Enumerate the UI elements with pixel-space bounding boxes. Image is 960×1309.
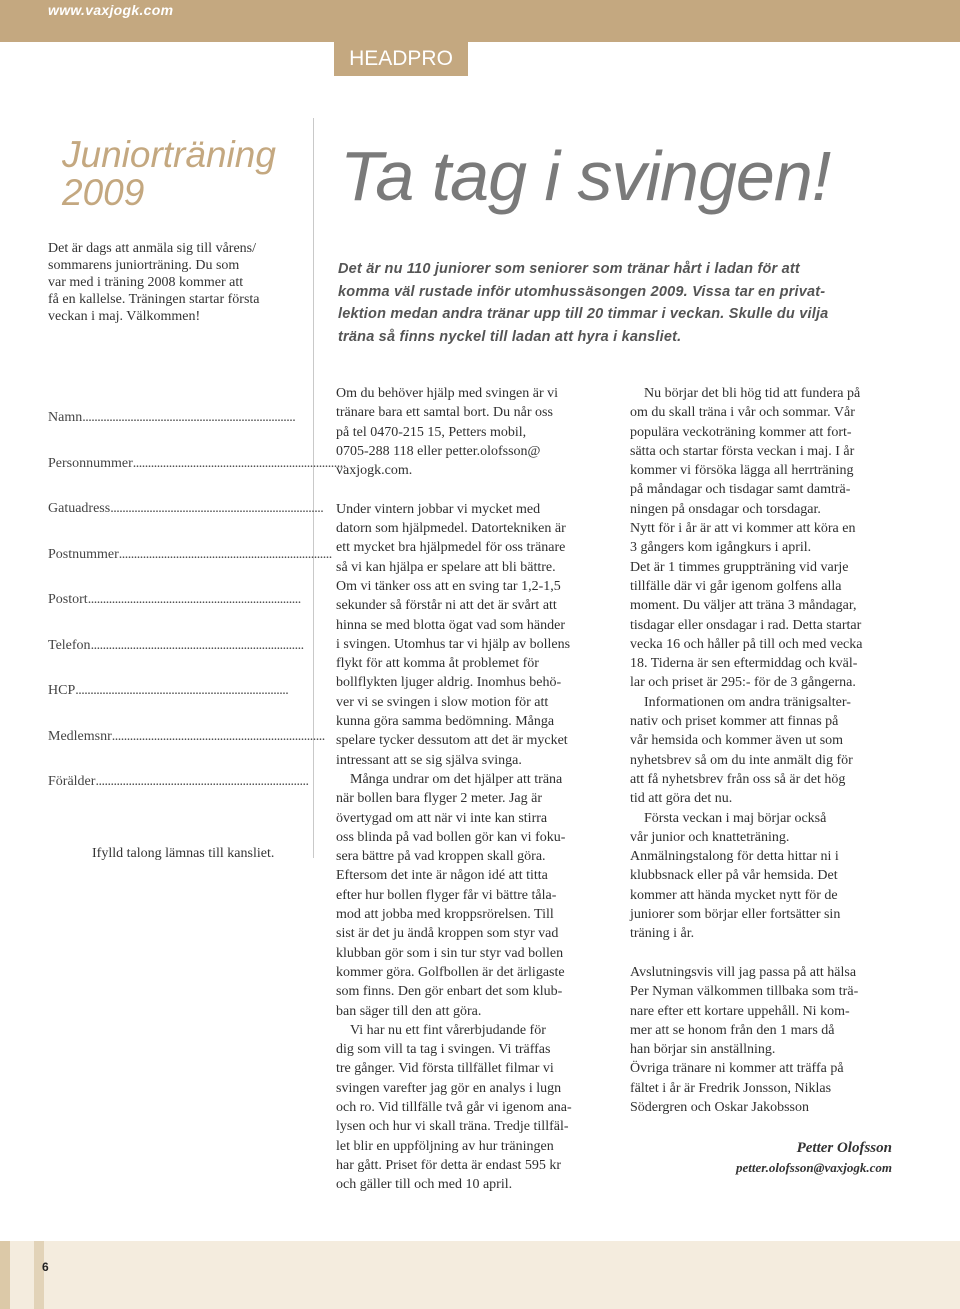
form-field-label: Medlemsnr: [48, 728, 112, 744]
text-line: har gått. Priset för detta är endast 595 kr: [336, 1157, 562, 1173]
text-line: moment. Du väljer att träna 3 måndagar,: [630, 598, 857, 614]
footer-stripe: [34, 1241, 44, 1309]
text-line: Nytt för i år är att vi kommer att köra en: [630, 521, 856, 537]
text-line: flykt för att komma åt problemet för: [336, 656, 539, 672]
text-line: Per Nyman välkommen tillbaka som trä-: [630, 984, 859, 1000]
text-line: Södergren och Oskar Jakobsson: [630, 1099, 809, 1115]
text-line: mer att se honom från den 1 mars då: [630, 1022, 835, 1038]
text-line: populära veckoträning kommer att fort-: [630, 424, 852, 440]
text-line: vår hemsida och kommer även ut som: [630, 733, 844, 749]
footer-stripe: [0, 1241, 10, 1309]
text-line: Eftersom det inte är någon idé att titta: [336, 868, 548, 884]
form-field-gatuadress[interactable]: Gatuadress.......................................................................: [48, 501, 324, 516]
text-line: när bollen bara flyger 2 meter. Jag är: [336, 791, 543, 807]
text-line: nyhetsbrev så om du inte anmält dig för: [630, 752, 853, 768]
text-line: tränare bara ett samtal bort. Du når oss: [336, 405, 553, 421]
text-line: spelare tycker dessutom att det är mycket: [336, 733, 568, 749]
text-line: Om vi tänker oss att en sving tar 1,2-1,5: [336, 578, 561, 594]
text-line: tid att göra det nu.: [630, 791, 733, 807]
text-line: Vi har nu ett fint vårerbjudande för: [350, 1022, 546, 1038]
text-line: klubbsnack eller på vår hemsida. Det: [630, 868, 838, 884]
text-line: i svingen. Utomhus tar vi hjälp av bollens: [336, 636, 571, 652]
sidebar-title-year: 2009: [62, 172, 145, 213]
text-line: lar och priset är 295:- för de 3 gångerna.: [630, 675, 856, 691]
text-line: Första veckan i maj börjar också: [644, 810, 827, 826]
form-field-label: Telefon: [48, 637, 91, 653]
text-line: oss blinda på vad bollen gör kan vi foku-: [336, 829, 566, 845]
text-line: kommer vi försöka lägga all herrträning: [630, 463, 854, 479]
text-line: kunna göra samma bedömning. Många: [336, 714, 555, 730]
text-line: nativ och priset kommer att finnas på: [630, 714, 839, 730]
text-line: att få nyhetsbrev från oss så är det hög: [630, 771, 846, 787]
text-line: mod att jobba med kroppsrörelsen. Till: [336, 907, 554, 923]
text-line: Avslutningsvis vill jag passa på att hälsa: [630, 964, 857, 980]
text-line: ett mycket bra hjälpmedel för oss tränare: [336, 540, 566, 556]
text-line: intressant att se sig själva svinga.: [336, 752, 522, 768]
text-line: datorn som hjälpmedel. Datortekniken är: [336, 521, 566, 537]
text-line: och gäller till och med 10 april.: [336, 1177, 513, 1193]
text-line: hinna se med blotta ögat vad som händer: [336, 617, 565, 633]
form-field-postort[interactable]: Postort.......................................................................: [48, 592, 301, 607]
text-line: sist är det ju ändå kroppen som styr vad: [336, 926, 559, 942]
text-line: Om du behöver hjälp med svingen är vi: [336, 386, 559, 401]
form-field-label: Personnummer: [48, 455, 133, 471]
text-line: 18. Tiderna är sen eftermiddag och kväl-: [630, 656, 858, 672]
text-line: träning i år.: [630, 926, 695, 942]
text-line: Anmälningstalong för detta hittar ni i: [630, 849, 839, 865]
site-url: www.vaxjogk.com: [48, 2, 174, 18]
text-line: på måndagar och tisdagar samt damträ-: [630, 482, 851, 498]
text-line: Övriga tränare ni kommer att träffa på: [630, 1061, 844, 1077]
article-title: Ta tag i svingen!: [340, 137, 831, 215]
text-line: fältet i år är Fredrik Jonsson, Niklas: [630, 1080, 832, 1096]
text-line: som finns. Den gör enbart det som klub-: [336, 984, 563, 1000]
text-line: vår junior och knatteträning.: [630, 829, 790, 845]
text-line: efter hur bollen flyger får vi bättre tåla-: [336, 887, 557, 903]
paragraph-spacer: [336, 480, 601, 499]
text-line: juniorer som börjar eller fortsätter sin: [630, 907, 841, 923]
article-column-3: [630, 384, 900, 1117]
text-line: 0705-288 118 eller petter.olofsson@: [336, 443, 541, 459]
lead-line: träna så finns nyckel till ladan att hyra i kansliet.: [338, 328, 682, 345]
text-line: bollflykten ljuger aldrig. Inomhus behö-: [336, 675, 562, 691]
form-field-postnummer[interactable]: Postnummer.......................................................................: [48, 546, 332, 562]
signature-email: petter.olofsson@vaxjogk.com: [736, 1160, 892, 1175]
text-line: Under vintern jobbar vi mycket med: [336, 501, 541, 517]
text-line: sätta och startar första veckan i maj. I år: [630, 443, 855, 459]
form-field-medlemsnr[interactable]: Medlemsnr.......................................................................: [48, 728, 325, 744]
signature-name: Petter Olofsson: [796, 1140, 892, 1156]
lead-line: lektion medan andra tränar upp till 20 timmar i veckan. Skulle du vilja: [338, 306, 829, 322]
intro-line: Det är dags att anmäla sig till vårens/: [48, 241, 256, 256]
text-line: om du skall träna i vår och sommar. Vår: [630, 405, 855, 421]
lead-line: komma väl rustade inför utomhussäsongen 2009. Vissa tar en privat-: [338, 283, 826, 300]
text-line: tillfälle där vi går igenom golfens alla: [630, 578, 842, 594]
text-line: och ro. Vid tillfälle två går vi igenom ana-: [336, 1099, 572, 1115]
text-line: ban säger till den att göra.: [336, 1003, 482, 1019]
text-line: kommer att hända mycket nytt för de: [630, 887, 838, 903]
sidebar-title: [62, 136, 302, 212]
form-field-label: Gatuadress: [48, 501, 111, 516]
text-line: ningen på onsdagar och torsdagar.: [630, 501, 821, 517]
text-line: tre gånger. Vid första tillfället filmar vi: [336, 1061, 554, 1077]
form-field-personnummer[interactable]: Personnummer.......................................................................: [48, 455, 346, 471]
page-number: 6: [42, 1260, 49, 1274]
form-field-label: Postnummer: [48, 546, 119, 562]
text-line: Det är 1 timmes gruppträning vid varje: [630, 559, 849, 575]
sidebar-title-line: Juniorträning: [62, 134, 276, 175]
text-line: övertygad om att när vi inte kan stirra: [336, 810, 548, 826]
header-bar: [0, 0, 960, 42]
text-line: dig som vill ta tag i svingen. Vi träffas: [336, 1042, 551, 1058]
text-line: kommer göra. Golfbollen är det ärligaste: [336, 964, 565, 980]
text-line: sera bättre på vad kroppen skall göra.: [336, 849, 546, 865]
intro-line: veckan i maj. Välkommen!: [48, 309, 201, 324]
registration-form: [48, 408, 346, 818]
text-line: han börjar sin anställning.: [630, 1042, 776, 1058]
text-line: på tel 0470-215 15, Petters mobil,: [336, 424, 527, 440]
text-line: Nu börjar det bli hög tid att fundera på: [644, 386, 861, 401]
form-note: Ifylld talong lämnas till kansliet.: [92, 846, 275, 861]
text-line: vecka 16 och håller på till och med vecka: [630, 636, 863, 652]
intro-line: sommarens juniorträning. Du som: [48, 258, 240, 273]
footer-band: [0, 1241, 960, 1309]
form-field-hcp[interactable]: HCP.......................................................................: [48, 683, 289, 698]
form-field-namn[interactable]: Namn.......................................................................: [48, 410, 296, 425]
form-field-label: Postort: [48, 592, 88, 607]
section-tag: HEADPRO: [334, 42, 468, 76]
text-line: så vi kan hjälpa er spelare att bli bättre.: [336, 559, 556, 575]
text-line: 3 gångers kom igångkurs i april.: [630, 540, 812, 556]
form-field-label: Namn: [48, 410, 83, 425]
text-line: vaxjogk.com.: [336, 463, 413, 479]
form-field-telefon[interactable]: Telefon.......................................................................: [48, 637, 304, 653]
text-line: svingen varefter jag gör en analys i lugn: [336, 1080, 562, 1096]
form-field-label: HCP: [48, 683, 76, 698]
article-lead: [338, 258, 898, 348]
text-line: tisdagar eller onsdagar i rad. Detta startar: [630, 617, 862, 633]
intro-line: få en kallelse. Träningen startar första: [48, 292, 260, 307]
form-field-foralder[interactable]: Förälder.......................................................................: [48, 774, 309, 789]
text-line: lysen och hur vi skall träna. Tredje tillfäl-: [336, 1119, 569, 1135]
text-line: ver vi se svingen i slow motion för att: [336, 694, 549, 710]
sidebar-intro: [48, 240, 310, 325]
form-field-label: Förälder: [48, 774, 96, 789]
article-column-2: [336, 384, 601, 1194]
paragraph-spacer: [630, 944, 900, 963]
text-line: klubban gör som i sin tur styr vad bollen: [336, 945, 564, 961]
text-line: Informationen om andra tränigsalter-: [644, 694, 851, 710]
text-line: nare efter ett kortare uppehåll. Ni kom-: [630, 1003, 850, 1019]
column-divider: [313, 118, 314, 858]
intro-line: var med i träning 2008 kommer att: [48, 275, 244, 290]
text-line: let blir en uppföljning av hur träningen: [336, 1138, 554, 1154]
text-line: sekunder så förstår ni att det är svårt att: [336, 598, 557, 614]
text-line: Många undrar om det hjälper att träna: [350, 771, 563, 787]
lead-line: Det är nu 110 juniorer som seniorer som tränar hårt i ladan för att: [338, 261, 800, 277]
